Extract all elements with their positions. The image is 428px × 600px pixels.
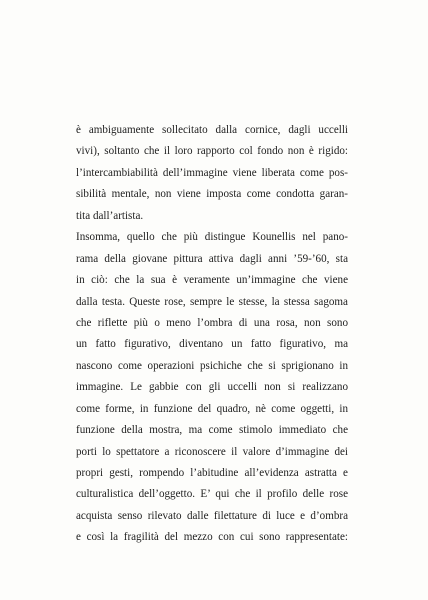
text-line: sibilità mentale, non viene imposta come condotta garan-: [76, 188, 348, 201]
text-line: vivi), soltanto che il loro rapporto col fondo non è rigido:: [76, 145, 348, 158]
text-line: in ciò: che la sua è veramente un’immagine che viene: [76, 274, 348, 287]
text-line: che riflette più o meno l’ombra di una rosa, non sono: [76, 316, 348, 329]
text-line: come forme, in funzione del quadro, nè come oggetti, in: [76, 402, 348, 415]
text-line: Insomma, quello che più distingue Kounellis nel pano-: [76, 231, 348, 244]
text-line: propri gesti, rompendo l’abitudine all’evidenza astratta e: [76, 467, 348, 479]
text-line: tita dall’artista.: [76, 209, 144, 222]
text-line: è ambiguamente sollecitato dalla cornice, dagli uccelli: [76, 124, 348, 136]
text-line: dalla testa. Queste rose, sempre le stesse, la stessa sagoma: [76, 295, 348, 308]
text-line: un fatto figurativo, diventano un fatto figurativo, ma: [76, 338, 348, 351]
text-line: rama della giovane pittura attiva dagli anni ’59-’60, sta: [76, 252, 348, 265]
body-text: [76, 120, 348, 549]
text-line: e così la fragilità del mezzo con cui sono rappresentate:: [76, 531, 348, 544]
text-line: acquista senso rilevato dalle filettature di luce e d’ombra: [76, 509, 348, 522]
text-line: nascono come operazioni psichiche che si sprigionano in: [76, 359, 348, 372]
text-line: immagine. Le gabbie con gli uccelli non si realizzano: [76, 381, 348, 394]
text-line: l’intercambiabilità dell’immagine viene liberata come pos-: [76, 166, 348, 179]
text-line: porti lo spettatore a riconoscere il valore d’immagine dei: [76, 445, 348, 458]
text-line: culturalistica dell’oggetto. E’ qui che il profilo delle rose: [76, 488, 348, 501]
text-line: funzione della mostra, ma come stimolo immediato che: [76, 424, 348, 437]
